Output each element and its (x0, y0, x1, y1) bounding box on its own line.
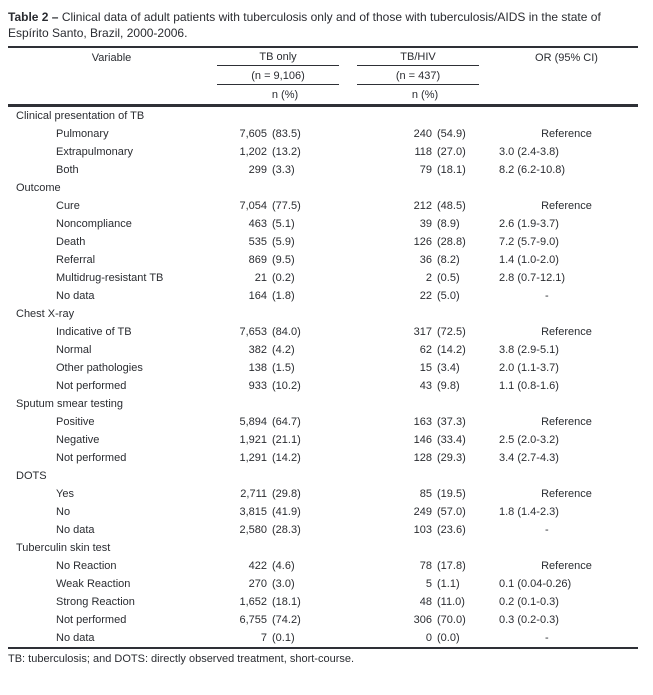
tb-hiv-cell (355, 557, 495, 575)
tb-hiv-percent: (1.1) (437, 578, 460, 590)
tb-only-percent: (0.1) (272, 632, 295, 644)
tb-only-count: 7,653 (239, 326, 267, 338)
tb-hiv-count: 212 (413, 200, 432, 212)
col-header-variable: Variable (91, 51, 132, 64)
tb-only-cell (215, 125, 355, 143)
tb-hiv-count: 240 (413, 128, 432, 140)
tb-only-count: 2,711 (240, 488, 267, 500)
row-label: Not performed (56, 614, 127, 626)
tb-hiv-cell (355, 215, 495, 233)
odds-ratio-cell: 2.6 (1.9-3.7) (499, 218, 559, 230)
odds-ratio-cell: Reference (541, 326, 592, 338)
tb-only-cell (215, 161, 355, 179)
row-label: Referral (56, 254, 96, 266)
tb-hiv-percent: (70.0) (437, 614, 466, 626)
tb-only-cell (215, 377, 355, 395)
tb-only-percent: (28.3) (272, 524, 301, 536)
tb-only-cell (215, 197, 355, 215)
tb-only-cell (215, 269, 355, 287)
odds-ratio-cell: Reference (541, 488, 592, 500)
tb-only-count: 1,652 (239, 596, 267, 608)
tb-only-percent: (84.0) (272, 326, 301, 338)
row-label: Pulmonary (56, 128, 109, 140)
tb-hiv-cell (355, 287, 495, 305)
table-row (8, 431, 638, 449)
tb-hiv-percent: (54.9) (437, 128, 466, 140)
row-label: No Reaction (56, 560, 117, 572)
section-label: Sputum smear testing (16, 398, 123, 410)
row-label: Multidrug-resistant TB (56, 272, 164, 284)
tb-only-count: 2,580 (239, 524, 267, 536)
tb-only-percent: (83.5) (272, 128, 301, 140)
tb-only-count: 463 (248, 218, 267, 230)
tb-only-count: 1,291 (239, 452, 267, 464)
odds-ratio-cell: 8.2 (6.2-10.8) (499, 164, 566, 176)
tb-only-count: 270 (248, 578, 267, 590)
row-label: Yes (56, 488, 74, 500)
tb-only-cell (215, 251, 355, 269)
row-label: Cure (56, 200, 80, 212)
tb-only-count: 1,921 (239, 434, 267, 446)
tb-only-count: 5,894 (239, 416, 267, 428)
row-label: Both (56, 164, 79, 176)
tb-only-percent: (4.2) (272, 344, 295, 356)
row-label: Normal (56, 344, 92, 356)
section-row (8, 467, 638, 485)
tb-hiv-cell (355, 449, 495, 467)
tb-only-count: 3,815 (239, 506, 267, 518)
table-row (8, 341, 638, 359)
col-header-or: OR (95% CI) (535, 51, 598, 64)
tb-hiv-cell (355, 143, 495, 161)
tb-hiv-cell (355, 629, 495, 648)
tb-only-percent: (5.9) (272, 236, 295, 248)
tb-only-percent: (18.1) (272, 596, 301, 608)
row-label: Weak Reaction (56, 578, 131, 590)
tb-hiv-count: 317 (413, 326, 432, 338)
tb-hiv-count: 39 (419, 218, 432, 230)
odds-ratio-cell: Reference (541, 200, 592, 212)
section-row (8, 106, 638, 126)
header-row-1 (8, 47, 638, 67)
col-header-tb-only: TB only (217, 50, 339, 66)
tb-only-count: 138 (248, 362, 267, 374)
odds-ratio-cell: - (545, 290, 549, 302)
tb-only-cell (215, 431, 355, 449)
table-row (8, 269, 638, 287)
tb-only-sample-size: (n = 9,106) (217, 69, 339, 85)
tb-only-percent: (41.9) (272, 506, 301, 518)
tb-only-cell (215, 593, 355, 611)
odds-ratio-cell: - (545, 632, 549, 644)
tb-only-percent: (10.2) (272, 380, 301, 392)
tb-hiv-cell (355, 377, 495, 395)
tb-only-cell (215, 611, 355, 629)
odds-ratio-cell: 0.3 (0.2-0.3) (499, 614, 559, 626)
tb-hiv-percent: (14.2) (437, 344, 466, 356)
tb-hiv-percent: (8.9) (437, 218, 460, 230)
tb-only-percent: (4.6) (272, 560, 295, 572)
tb-only-count: 422 (248, 560, 267, 572)
row-label: No data (56, 524, 95, 536)
tb-hiv-count: 103 (413, 524, 432, 536)
table-footnote: TB: tuberculosis; and DOTS: directly observed treatment, short-course. (8, 653, 355, 665)
row-label: Extrapulmonary (56, 146, 134, 158)
tb-hiv-cell (355, 233, 495, 251)
table-row (8, 215, 638, 233)
tb-hiv-cell (355, 125, 495, 143)
tb-hiv-count: 62 (419, 344, 432, 356)
tb-only-cell (215, 287, 355, 305)
table-row (8, 413, 638, 431)
tb-hiv-percent: (0.5) (437, 272, 460, 284)
row-label: Not performed (56, 380, 127, 392)
tb-only-percent: (1.5) (272, 362, 295, 374)
tb-hiv-count: 78 (419, 560, 432, 572)
tb-only-percent: (14.2) (272, 452, 301, 464)
tb-only-percent: (0.2) (272, 272, 295, 284)
odds-ratio-cell: 3.8 (2.9-5.1) (499, 344, 559, 356)
row-label: Other pathologies (56, 362, 143, 374)
tb-hiv-cell (355, 431, 495, 449)
tb-only-count: 869 (248, 254, 267, 266)
odds-ratio-cell: 1.4 (1.0-2.0) (499, 254, 559, 266)
tb-only-cell (215, 629, 355, 648)
tb-hiv-count: 85 (419, 488, 432, 500)
table-row (8, 521, 638, 539)
odds-ratio-cell: 1.1 (0.8-1.6) (499, 380, 559, 392)
tb-hiv-percent: (0.0) (437, 632, 460, 644)
tb-hiv-cell (355, 575, 495, 593)
tb-hiv-cell (355, 323, 495, 341)
tb-only-cell (215, 323, 355, 341)
tb-hiv-cell (355, 521, 495, 539)
section-row (8, 539, 638, 557)
row-label: No data (56, 632, 95, 644)
tb-hiv-count: 249 (413, 506, 432, 518)
tb-only-percent: (3.3) (272, 164, 295, 176)
tb-only-cell (215, 233, 355, 251)
tb-hiv-percent: (19.5) (437, 488, 466, 500)
tb-hiv-cell (355, 251, 495, 269)
tb-hiv-percent: (5.0) (437, 290, 460, 302)
tb-hiv-cell (355, 413, 495, 431)
row-label: Death (56, 236, 86, 248)
tb-only-cell (215, 521, 355, 539)
tb-only-count: 1,202 (239, 146, 267, 158)
tb-hiv-count: 306 (413, 614, 432, 626)
tb-hiv-percent: (27.0) (437, 146, 466, 158)
clinical-data-table (8, 46, 638, 649)
tb-only-cell (215, 413, 355, 431)
row-label: No (56, 506, 71, 518)
tb-hiv-count: 0 (425, 632, 432, 644)
table-row (8, 629, 638, 648)
tb-hiv-count: 5 (425, 578, 432, 590)
tb-only-count: 382 (248, 344, 267, 356)
section-row (8, 395, 638, 413)
table-row (8, 197, 638, 215)
tb-only-count: 6,755 (239, 614, 267, 626)
tb-hiv-cell (355, 341, 495, 359)
tb-hiv-cell (355, 611, 495, 629)
table-body (8, 106, 638, 649)
tb-hiv-cell (355, 359, 495, 377)
section-label: Outcome (16, 182, 61, 194)
tb-hiv-count: 36 (419, 254, 432, 266)
row-label: Negative (56, 434, 100, 446)
tb-hiv-cell (355, 161, 495, 179)
table-row (8, 575, 638, 593)
tb-only-count: 535 (248, 236, 267, 248)
tb-only-percent: (64.7) (272, 416, 301, 428)
tb-only-count: 7 (260, 632, 267, 644)
tb-hiv-count: 128 (413, 452, 432, 464)
odds-ratio-cell: 2.8 (0.7-12.1) (499, 272, 566, 284)
odds-ratio-cell: 0.2 (0.1-0.3) (499, 596, 559, 608)
odds-ratio-cell: 7.2 (5.7-9.0) (499, 236, 559, 248)
tb-only-percent: (13.2) (272, 146, 301, 158)
tb-hiv-percent: (28.8) (437, 236, 466, 248)
tb-hiv-count: 2 (425, 272, 432, 284)
odds-ratio-cell: 2.0 (1.1-3.7) (499, 362, 559, 374)
table-row (8, 143, 638, 161)
row-label: Noncompliance (56, 218, 132, 230)
row-label: Indicative of TB (56, 326, 132, 338)
tb-hiv-percent: (8.2) (437, 254, 460, 266)
tb-hiv-cell (355, 503, 495, 521)
tb-hiv-count: 22 (419, 290, 432, 302)
table-row (8, 377, 638, 395)
tb-only-cell (215, 485, 355, 503)
tb-hiv-count: 163 (413, 416, 432, 428)
odds-ratio-cell: 3.0 (2.4-3.8) (499, 146, 559, 158)
table-header (8, 47, 638, 106)
table-title (8, 9, 644, 41)
tb-hiv-cell (355, 593, 495, 611)
tb-only-count: 7,605 (239, 128, 267, 140)
tb-only-count: 21 (254, 272, 267, 284)
tb-hiv-percent: (33.4) (437, 434, 466, 446)
tb-hiv-sample-size: (n = 437) (357, 69, 479, 85)
row-label: Not performed (56, 452, 127, 464)
table-row (8, 557, 638, 575)
odds-ratio-cell: 1.8 (1.4-2.3) (499, 506, 559, 518)
tb-only-cell (215, 359, 355, 377)
section-label: Chest X-ray (16, 308, 75, 320)
odds-ratio-cell: - (545, 524, 549, 536)
col-header-tb-hiv: TB/HIV (357, 50, 479, 66)
tb-only-cell (215, 503, 355, 521)
table-row (8, 251, 638, 269)
tb-hiv-count: 79 (419, 164, 432, 176)
table-row (8, 359, 638, 377)
tb-hiv-count: 48 (419, 596, 432, 608)
tb-hiv-count: 146 (413, 434, 432, 446)
tb-hiv-count: 118 (414, 146, 432, 158)
table-caption: Clinical data of adult patients with tuberculosis only and of those with tuberculosis/AIDS in the state of Espírito Santo, Brazil, 2000-2006. (8, 10, 601, 40)
tb-hiv-count: 15 (419, 362, 432, 374)
tb-only-count: 299 (248, 164, 267, 176)
table-row (8, 593, 638, 611)
odds-ratio-cell: Reference (541, 416, 592, 428)
tb-hiv-percent: (23.6) (437, 524, 466, 536)
tb-hiv-cell (355, 197, 495, 215)
tb-only-percent: (5.1) (272, 218, 295, 230)
row-label: Strong Reaction (56, 596, 135, 608)
row-label: No data (56, 290, 95, 302)
tb-hiv-percent: (18.1) (437, 164, 466, 176)
table-row (8, 611, 638, 629)
tb-hiv-percent: (9.8) (437, 380, 460, 392)
table-row (8, 233, 638, 251)
tb-hiv-count: 43 (419, 380, 432, 392)
section-label: DOTS (16, 470, 47, 482)
tb-hiv-percent: (48.5) (437, 200, 466, 212)
section-label: Tuberculin skin test (16, 542, 111, 554)
odds-ratio-cell: Reference (541, 128, 592, 140)
tb-hiv-cell (355, 269, 495, 287)
odds-ratio-cell: 3.4 (2.7-4.3) (499, 452, 559, 464)
tb-hiv-percent: (17.8) (437, 560, 466, 572)
tb-hiv-percent: (72.5) (437, 326, 466, 338)
tb-only-cell (215, 557, 355, 575)
tb-hiv-percent: (37.3) (437, 416, 466, 428)
tb-only-percent: (1.8) (272, 290, 295, 302)
table-row (8, 161, 638, 179)
table-number: Table 2 – (8, 10, 59, 24)
section-row (8, 179, 638, 197)
tb-only-count: 933 (248, 380, 267, 392)
tb-only-cell (215, 143, 355, 161)
tb-hiv-percent: (57.0) (437, 506, 466, 518)
header-row-2 (8, 67, 638, 86)
tb-hiv-cell (355, 485, 495, 503)
tb-only-percent: (3.0) (272, 578, 295, 590)
tb-only-percent: (29.8) (272, 488, 301, 500)
odds-ratio-cell: Reference (541, 560, 592, 572)
table-row (8, 449, 638, 467)
table-row (8, 323, 638, 341)
tb-hiv-stat-label: n (%) (355, 86, 495, 106)
section-row (8, 305, 638, 323)
tb-hiv-count: 126 (413, 236, 432, 248)
tb-only-cell (215, 449, 355, 467)
tb-hiv-percent: (3.4) (437, 362, 460, 374)
table-row (8, 503, 638, 521)
tb-only-percent: (21.1) (272, 434, 301, 446)
tb-hiv-percent: (29.3) (437, 452, 466, 464)
col-header-tb-only-cell (215, 47, 355, 67)
odds-ratio-cell: 0.1 (0.04-0.26) (499, 578, 572, 590)
tb-only-count: 7,054 (239, 200, 267, 212)
tb-only-cell (215, 575, 355, 593)
table-row (8, 485, 638, 503)
section-label: Clinical presentation of TB (16, 110, 145, 122)
row-label: Positive (56, 416, 95, 428)
tb-only-count: 164 (248, 290, 267, 302)
col-header-tb-hiv-cell (355, 47, 495, 67)
tb-only-percent: (74.2) (272, 614, 301, 626)
header-row-3 (8, 86, 638, 106)
tb-only-cell (215, 341, 355, 359)
tb-only-percent: (9.5) (272, 254, 295, 266)
tb-hiv-percent: (11.0) (437, 596, 465, 608)
odds-ratio-cell: 2.5 (2.0-3.2) (499, 434, 559, 446)
tb-only-percent: (77.5) (272, 200, 301, 212)
table-row (8, 287, 638, 305)
table-row (8, 125, 638, 143)
tb-only-cell (215, 215, 355, 233)
tb-only-stat-label: n (%) (215, 86, 355, 106)
